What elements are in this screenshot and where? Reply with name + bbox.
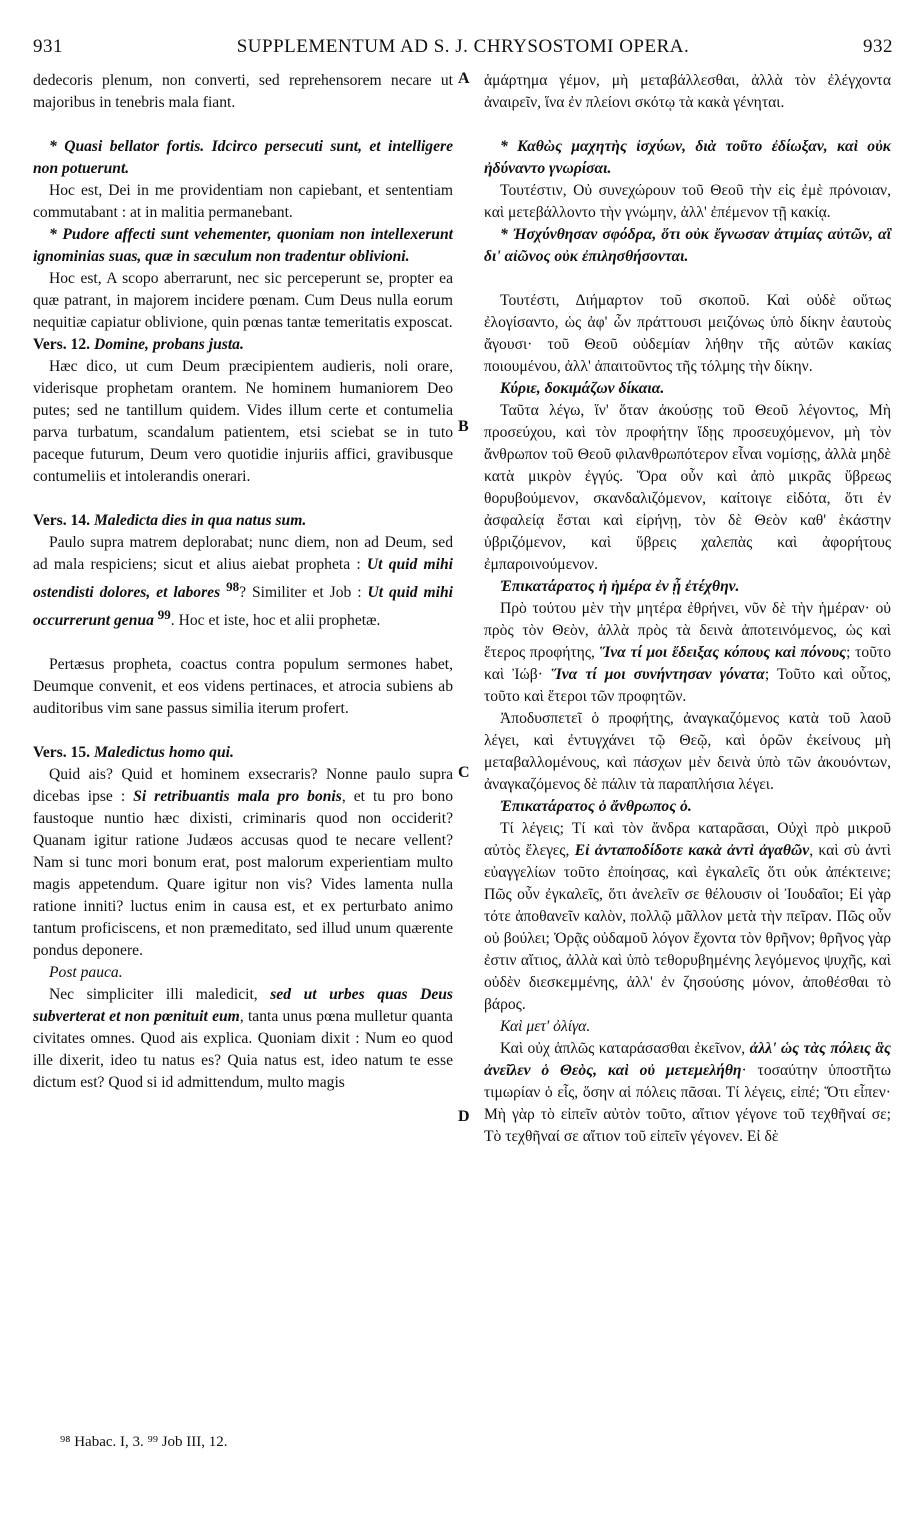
latin-paragraph <box>33 532 453 632</box>
quotation: ἀλλ' ὡς τὰς πόλεις ἃς ἀνεῖλεν ὁ Θεὸς, καὶ οὐ μετεμελήθη <box>484 1040 891 1079</box>
running-header <box>33 36 893 60</box>
greek-paragraph: Τουτέστιν, Οὐ συνεχώρουν τοῦ Θεοῦ τὴν εἰς ἐμὲ πρόνοιαν, καὶ μετεβάλλοντο τὴν γνώμην, ἀλλ' ἐπέμενον τῇ κακίᾳ. <box>484 182 891 221</box>
quotation: Ἵνα τί μοι ἔδειξας κόπους καὶ πόνους <box>599 644 847 661</box>
greek-verse: Ἐπικατάρατος ἡ ἡμέρα ἐν ᾗ ἐτέχθην. <box>500 578 740 595</box>
greek-paragraph <box>484 1038 891 1148</box>
quotation: Εἰ ἀνταποδίδοτε κακὰ ἀντὶ ἀγαθῶν <box>574 842 810 859</box>
latin-paragraph: Hoc est, A scopo aberrarunt, nec sic perceperunt se, propter ea quæ patrant, in majorem incidere pœnam. Cum Deus nulla eorum nequitiæ capiatur oblivione, quin pœnas tantæ temeritatis exposcat. <box>33 270 453 331</box>
greek-paragraph: ἁμάρτημα γέμον, μὴ μεταβάλλεσθαι, ἀλλὰ τὸν ἐλέγχοντα ἀναιρεῖν, ἵνα ἐν πλείονι σκότῳ τὰ κακὰ γένηται. <box>484 72 891 111</box>
verse-text: Maledicta dies in qua natus sum. <box>93 512 307 529</box>
latin-paragraph: Hoc est, Dei in me providentiam non capiebant, et sententiam commutabant : at in malitia permanebant. <box>33 182 453 221</box>
verse-heading <box>33 510 453 532</box>
margin-marker-b: B <box>458 418 469 435</box>
greek-paragraph <box>484 598 891 708</box>
greek-column <box>484 70 891 1148</box>
verse-heading <box>33 334 453 356</box>
latin-paragraph: Pertæsus propheta, coactus contra populum sermones habet, Deumque convenit, et eos videns pertinaces, et atrocia subiens ab auditoribus vim sane passus similia iterum profert. <box>33 656 453 718</box>
text-run: Nec simpliciter illi maledicit, <box>49 986 258 1004</box>
text-run: . Hoc et iste, hoc et alii prophetæ. <box>170 612 381 630</box>
greek-post-pauca: Καὶ μετ' ὀλίγα. <box>500 1018 591 1035</box>
verse-heading <box>33 742 453 764</box>
verse-text: Domine, probans justa. <box>93 336 244 353</box>
footnotes: ⁹⁸ Habac. I, 3. ⁹⁹ Job III, 12. <box>60 1434 228 1450</box>
text-run: , et tu pro bono faustoque nuntio hæc dixisti, criminaris quod non occiderit? Quanam igitur ratione Judæos accusas quod te necare vellent? Nam si tunc mori bonum erat, post malorum experientiam multo magis appetendum. Quare igitur non vis? Vides lamenta nulla ratione inniti? luctus enim in causa est, et ex perturbato animo tantum proficiscens, et non præmeditato, sed illud unum quærente pondus deponere. <box>33 788 453 960</box>
quotation: Si retribuantis mala pro bonis <box>133 788 342 806</box>
text-run: , καὶ σὺ ἀντὶ εὐαγγελίων τοῦτο ἐποίησας, καὶ ἐγκαλεῖς ὅτι οὐκ ἀπέκτεινε; Πῶς οὖν ἐγκαλεῖς, ὅτι ἀνελεῖν σε θέλουσιν οἱ Ἰουδαῖοι; Εἰ γὰρ τότε ἀποθανεῖν καλὸν, πολλῷ μᾶλλον μετὰ τὴν πεῖραν. Πῶς οὖν οὐ βούλει; Ὁρᾷς οὐδαμοῦ λόγον ἔχοντα τὸν θρῆνον; θρῆνος γὰρ ἐστιν αἴτιος, ἀλλὰ καὶ ὑπὸ τεθορυβημένης λεγόμενος ψυχῆς, καὶ οὐδὲν διεσκεμμένης, ἀλλ' ἐν ζησούσης μόνον, ἀποθέσθαι τὸ βάρος. <box>484 842 891 1013</box>
greek-lemma: * Ἠσχύνθησαν σφόδρα, ὅτι οὐκ ἔγνωσαν ἀτιμίας αὐτῶν, αἳ δι' αἰῶνος οὐκ ἐπιλησθήσονται. <box>484 226 891 265</box>
latin-paragraph <box>33 764 453 962</box>
text-run: , tanta unus pœna mulletur quanta civitates omnes. Quod ais explica. Quoniam dixit : Num eo quod ille dixerit, ideo tu natus es? Quia natus est, ideo natum te esse dictum est? Quod si id admittendum, multo magis <box>33 1008 453 1092</box>
text-run: Τί λέγεις; Τί καὶ τὸν ἄνδρα καταρᾶσαι, Οὐχὶ πρὸ μικροῦ αὐτὸς ἔλεγες, <box>484 820 891 859</box>
verse-label: Vers. 12. <box>33 336 91 353</box>
greek-verse: Κύριε, δοκιμάζων δίκαια. <box>500 380 665 397</box>
text-run: ; τοῦτο καὶ Ἰώβ· <box>484 644 891 683</box>
margin-marker-d: D <box>458 1108 470 1125</box>
verse-label: Vers. 14. <box>33 512 91 529</box>
latin-column <box>33 70 453 1094</box>
greek-paragraph <box>484 818 891 1016</box>
verse-text: Maledictus homo qui. <box>93 744 234 762</box>
latin-paragraph: dedecoris plenum, non converti, sed reprehensorem necare ut majoribus in tenebris mala fiant. <box>33 72 453 111</box>
text-run: Πρὸ τούτου μὲν τὴν μητέρα ἐθρήνει, νῦν δὲ τὴν ἡμέραν· οὐ πρὸς τὸν Θεὸν, ἀλλὰ πρὸς τὰ δεινὰ ἀποτεινόμενος, ὡς καὶ ἕτερος προφήτης, <box>484 600 891 661</box>
latin-lemma: * Quasi bellator fortis. Idcirco persecuti sunt, et intelligere non potuerunt. <box>33 138 453 177</box>
text-run: Quid ais? Quid et hominem exsecraris? Nonne paulo supra dicebas ipse : <box>33 766 453 806</box>
verse-label: Vers. 15. <box>33 744 91 762</box>
margin-marker-a: A <box>458 70 470 87</box>
footnote-ref: 98 <box>226 579 240 594</box>
greek-paragraph: Ἀποδυσπετεῖ ὁ προφήτης, ἀναγκαζόμενος κατὰ τοῦ λαοῦ λέγει, καὶ ἐντυγχάνει τῷ Θεῷ, καὶ ὁρῶν ἐκείνους μὴ μεταβαλλομένους, καὶ πάσχων μὲν δεινὰ ὑπὸ τῶν ἀκουόντων, ἀναγκαζόμενος δὲ πάλιν τὰ παραπλήσια λέγει. <box>484 710 891 793</box>
margin-marker-c: C <box>458 764 470 781</box>
latin-lemma: * Pudore affecti sunt vehementer, quoniam non intellexerunt ignominias suas, quæ in sæculum non tradentur oblivioni. <box>33 226 453 265</box>
text-run: Paulo supra matrem deplorabat; nunc diem, non ad Deum, sed ad mala respiciens; sicut et alius aiebat propheta : <box>33 534 453 573</box>
footnote-ref: 99 <box>157 607 171 623</box>
greek-lemma: * Καθὼς μαχητὴς ἰσχύων, διὰ τοῦτο ἐδίωξαν, καὶ οὐκ ἠδύναντο γνωρίσαι. <box>484 138 891 177</box>
quotation: Ut quid mihi ostendisti dolores, et labores <box>33 556 453 602</box>
post-pauca: Post pauca. <box>49 964 123 982</box>
running-title: SUPPLEMENTUM AD S. J. CHRYSOSTOMI OPERA. <box>236 36 690 57</box>
quotation: Ut quid mihi occurrerunt genua <box>33 584 453 630</box>
text-run: ? Similiter et Job : <box>239 584 362 602</box>
quotation: Ἵνα τί μοι συνήντησαν γόνατα <box>551 666 765 683</box>
greek-paragraph: Ταῦτα λέγω, ἵν' ὅταν ἀκούσῃς τοῦ Θεοῦ λέγοντος, Μὴ προσεύχου, καὶ τὸν προφήτην ἴδῃς προσευχόμενον, μὴ τὸν ἄνθρωπον τοῦ Θεοῦ φιλανθρωπότερον εἶναι νομίσῃς, ἀλλὰ μηδὲ κατὰ μικρὸν ἐγγύς. Ὅρα οὖν καὶ ἀπὸ μικρᾶς ὕβρεως θορυβούμενον, σκανδαλιζόμενον, καίτοιγε εἰδότα, ὅτι ἐν ἀσφαλείᾳ ἔσται καὶ εἰρήνῃ, τὸν δὲ Θεὸν καθ' ἑκάστην ὑβριζόμενον, καὶ ὕβρεις χαλεπὰς καὶ ἀφορήτους ἐμπαροινούμενον. <box>484 402 891 573</box>
text-run: Καὶ οὐχ ἁπλῶς καταράσασθαι ἐκεῖνον, <box>500 1040 746 1057</box>
latin-paragraph <box>33 984 453 1094</box>
text-run: ; Τοῦτο καὶ οὗτος, τοῦτο καὶ ἕτεροι τῶν προφητῶν. <box>484 666 891 705</box>
page-number-left: 931 <box>33 36 63 57</box>
greek-verse: Ἐπικατάρατος ὁ ἄνθρωπος ὁ. <box>500 798 692 815</box>
greek-paragraph: Τουτέστι, Διήμαρτον τοῦ σκοποῦ. Καὶ οὐδὲ οὕτως ἐλογίσαντο, ὡς ἀφ' ὧν πράττουσι μειζόνως ὑπὸ δίκην ἑαυτοὺς ἄγουσι· τοῦ Θεοῦ οὐδεμίαν λήθην τῆς αὐτῶν κακίας ποιουμένου, ἀλλ' ἀπαιτοῦντος τῆς τόλμης τὴν δίκην. <box>484 292 891 375</box>
latin-paragraph: Hæc dico, ut cum Deum præcipientem audieris, noli orare, viderisque prophetam orantem. Ne hominem humaniorem Deo putes; sed ne tantillum quidem. Vides illum certe et contumelia parva turbatum, scandalum patientem, etsi sciebat se in tuto paceque futurum, Deum vero quotidie injuriis affici, gravibusque contumeliis et intolerandis onerari. <box>33 358 453 485</box>
text-run: · τοσαύτην ὑποστῆτω τιμωρίαν ὁ εἷς, ὅσην αἱ πόλεις πᾶσαι. Τί λέγεις, εἰπέ; Ὅτι εἶπεν· Μὴ γὰρ τὸ εἰπεῖν αὐτὸν τοῦτο, αἴτιον γέγονε τοῦ τεχθῆναί σε; Τὸ τεχθῆναί σε αἴτιον τοῦ εἰπεῖν γέγονεν. Εἰ δὲ <box>484 1062 891 1145</box>
quotation: sed ut urbes quas Deus subverterat et non pœnituit eum <box>33 986 453 1026</box>
page-number-right: 932 <box>863 36 893 57</box>
